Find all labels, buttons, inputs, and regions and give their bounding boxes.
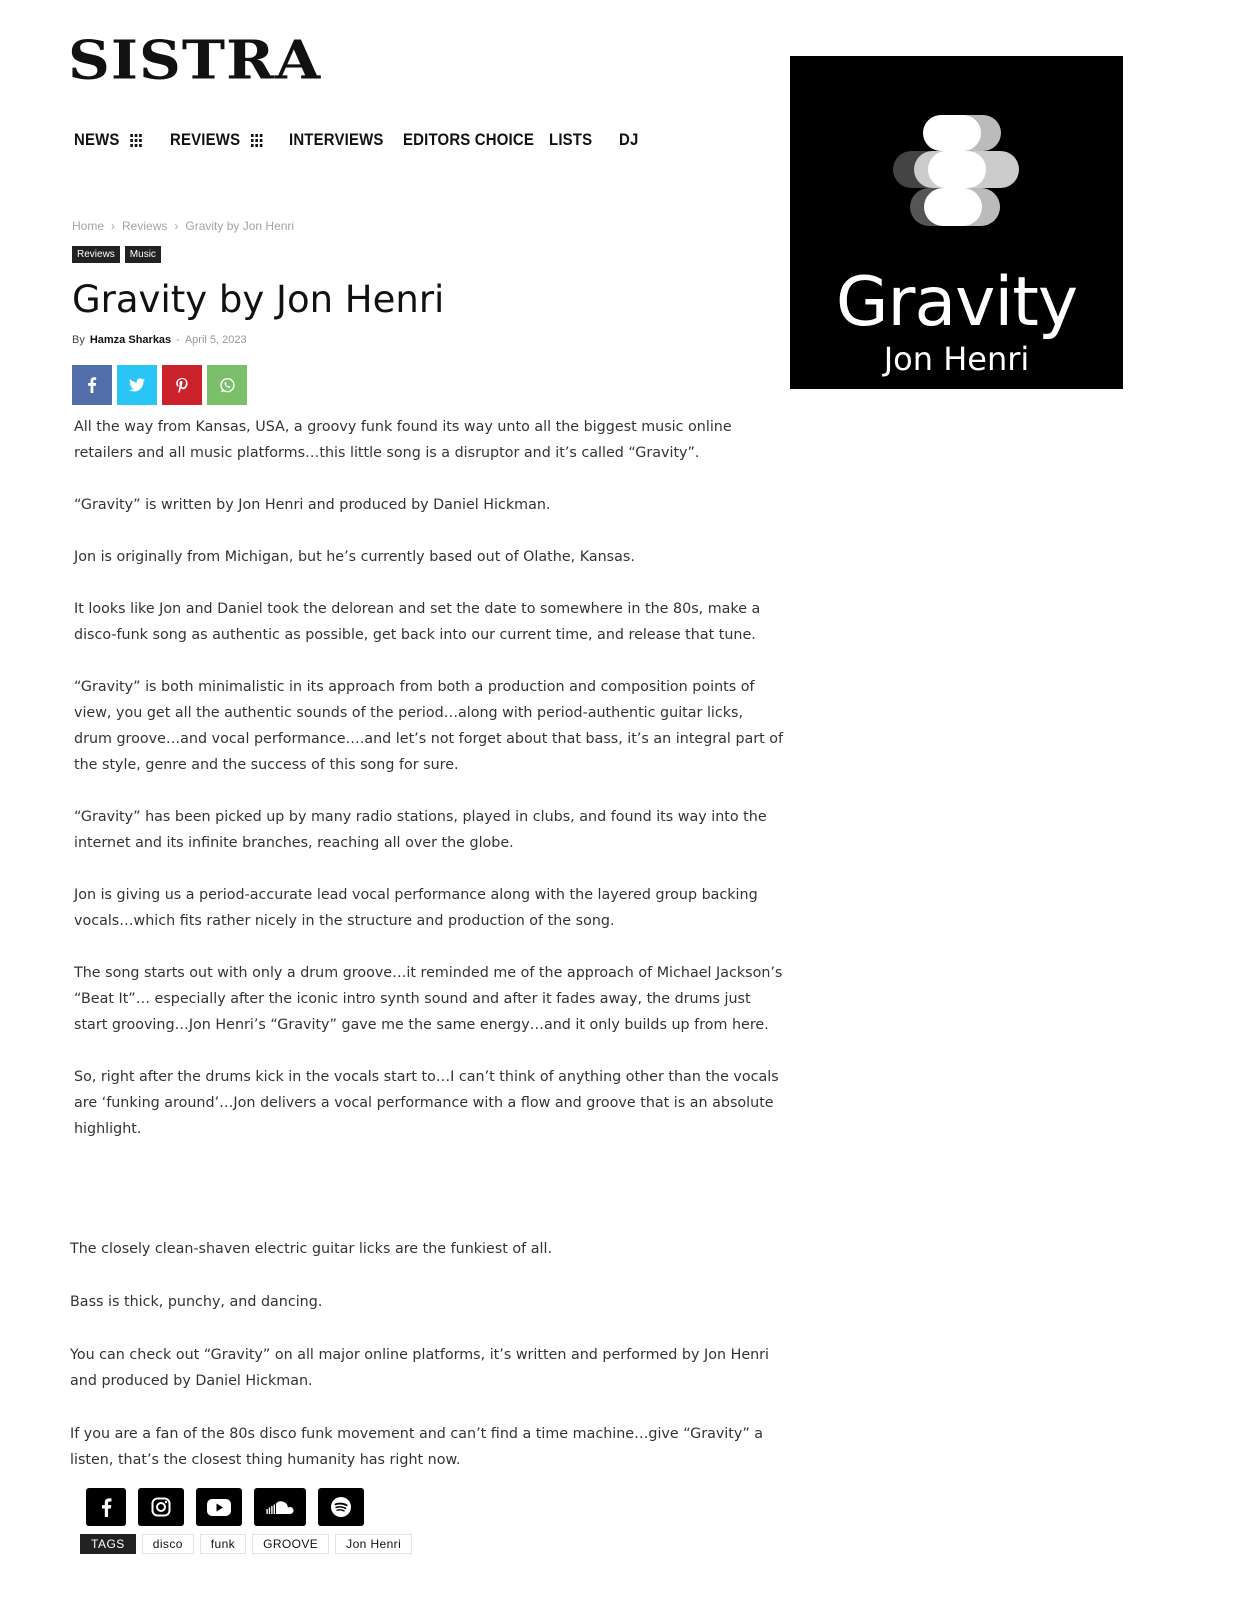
cover-emblem-icon <box>790 56 1123 236</box>
social-soundcloud-link[interactable] <box>254 1488 306 1526</box>
twitter-icon <box>129 378 145 392</box>
article-paragraph: Jon is originally from Michigan, but he’s currently based out of Olathe, Kansas. <box>74 549 635 565</box>
tags-label: TAGS <box>80 1534 136 1554</box>
breadcrumb <box>72 219 294 233</box>
cover-artist: Jon Henri <box>883 340 1030 378</box>
nav-item-interviews[interactable] <box>289 130 384 150</box>
article-title: Gravity by Jon Henri <box>72 278 445 321</box>
article-paragraph: Bass is thick, punchy, and dancing. <box>70 1294 323 1310</box>
tag-link[interactable]: GROOVE <box>252 1534 329 1554</box>
category-badge-music[interactable]: Music <box>125 246 161 263</box>
menu-grid-icon <box>251 134 262 147</box>
social-facebook-link[interactable] <box>86 1488 126 1526</box>
share-buttons <box>72 365 247 405</box>
main-nav <box>74 130 659 150</box>
category-badge-reviews[interactable]: Reviews <box>72 246 120 263</box>
nav-item-reviews[interactable] <box>170 130 266 150</box>
article-paragraph: Jon is giving us a period-accurate lead vocal performance along with the layered group backing vocals…which fits rather nicely in the structure and production of the song. <box>74 887 758 929</box>
nav-item-label: REVIEWS <box>170 130 241 149</box>
nav-item-label: INTERVIEWS <box>289 130 384 149</box>
youtube-icon <box>207 1499 231 1516</box>
author-link[interactable]: Hamza Sharkas <box>89 334 172 346</box>
article-paragraph: So, right after the drums kick in the vocals start to…I can’t think of anything other than the vocals are ‘funking around’…Jon delivers a vocal performance with a flow and groove that is an absolute highlight. <box>74 1069 779 1137</box>
by-label: By <box>72 334 85 346</box>
article-paragraph: The song starts out with only a drum groove…it reminded me of the approach of Michael Jackson’s “Beat It”… especially after the iconic intro synth sound and after it fades away, the drums just start grooving…Jon Henri’s “Gravity” gave me the same energy…and it only builds up from here. <box>74 965 783 1033</box>
breadcrumb-section[interactable]: Reviews <box>122 219 168 233</box>
social-links <box>86 1488 364 1526</box>
category-badges <box>72 246 161 263</box>
tag-link[interactable]: disco <box>142 1534 194 1554</box>
nav-item-label: DJ <box>619 130 639 149</box>
soundcloud-icon <box>265 1500 295 1515</box>
article-paragraph: “Gravity” is written by Jon Henri and produced by Daniel Hickman. <box>74 497 551 513</box>
article-paragraph: All the way from Kansas, USA, a groovy funk found its way unto all the biggest music online retailers and all music platforms…this little song is a disruptor and it’s called “Gravity”. <box>74 419 732 461</box>
article-paragraph: If you are a fan of the 80s disco funk movement and can’t find a time machine…give “Gravity” a listen, that’s the closest thing humanity has right now. <box>70 1426 764 1468</box>
share-pinterest-button[interactable] <box>162 365 202 405</box>
article-paragraph: “Gravity” is both minimalistic in its approach from both a production and composition points of view, you get all the authentic sounds of the period…along with period-authentic guitar licks, drum groove…and vocal performance….and let’s not forget about that bass, it’s an integral part of the style, genre and the success of this song for sure. <box>74 679 784 773</box>
breadcrumb-separator: › <box>174 219 179 233</box>
nav-item-label: LISTS <box>549 130 593 149</box>
cover-art <box>790 56 1123 389</box>
tag-link[interactable]: funk <box>200 1534 246 1554</box>
article-paragraph: “Gravity” has been picked up by many radio stations, played in clubs, and found its way into the internet and its infinite branches, reaching all over the globe. <box>74 809 767 851</box>
instagram-icon <box>151 1497 171 1517</box>
nav-item-editors-choice[interactable] <box>403 130 535 150</box>
tags-row <box>80 1534 412 1554</box>
breadcrumb-separator: › <box>111 219 116 233</box>
social-instagram-link[interactable] <box>138 1488 184 1526</box>
spotify-icon <box>331 1497 351 1517</box>
cover-title: Gravity <box>835 263 1078 342</box>
share-whatsapp-button[interactable] <box>207 365 247 405</box>
pinterest-icon <box>176 378 188 393</box>
breadcrumb-current: Gravity by Jon Henri <box>185 219 295 233</box>
article-paragraph: It looks like Jon and Daniel took the delorean and set the date to somewhere in the 80s, make a disco-funk song as authentic as possible, get back into our current time, and release that tune. <box>74 601 761 643</box>
nav-item-lists[interactable] <box>549 130 602 150</box>
facebook-icon <box>87 377 97 393</box>
whatsapp-icon <box>219 377 236 394</box>
facebook-icon <box>101 1498 112 1517</box>
share-facebook-button[interactable] <box>72 365 112 405</box>
article-body-continued <box>70 1236 790 1500</box>
article-paragraph: The closely clean-shaven electric guitar licks are the funkiest of all. <box>70 1241 552 1257</box>
nav-item-label: NEWS <box>74 130 120 149</box>
publish-date: April 5, 2023 <box>184 334 247 346</box>
social-spotify-link[interactable] <box>318 1488 364 1526</box>
nav-item-dj[interactable] <box>619 130 645 150</box>
share-twitter-button[interactable] <box>117 365 157 405</box>
nav-item-label: EDITORS CHOICE <box>403 130 535 149</box>
article-body <box>74 414 784 1143</box>
breadcrumb-home[interactable]: Home <box>72 219 105 233</box>
social-youtube-link[interactable] <box>196 1488 242 1526</box>
site-logo[interactable]: SISTRA <box>68 28 322 92</box>
article-paragraph: You can check out “Gravity” on all major online platforms, it’s written and performed by Jon Henri and produced by Daniel Hickman. <box>70 1347 770 1389</box>
menu-grid-icon <box>130 134 141 147</box>
article-meta <box>72 334 247 346</box>
tag-link[interactable]: Jon Henri <box>335 1534 412 1554</box>
nav-item-news[interactable] <box>74 130 150 150</box>
meta-separator: - <box>176 334 180 346</box>
